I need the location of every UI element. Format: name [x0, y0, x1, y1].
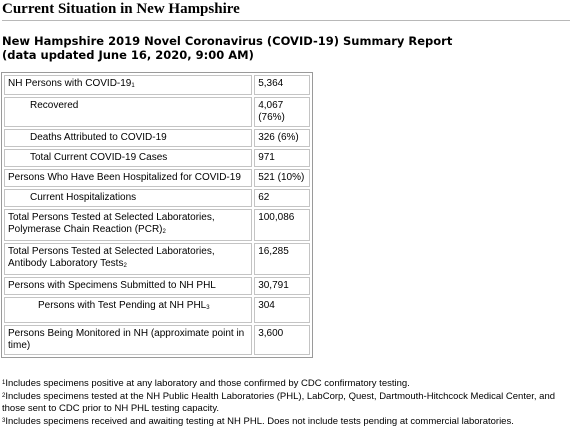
- row-value: 30,791: [254, 277, 310, 295]
- footnote-ref: 2: [123, 263, 127, 269]
- footnote-mark: 2: [2, 393, 6, 399]
- report-heading-date: (data updated June 16, 2020, 9:00 AM): [2, 48, 254, 62]
- row-value: 326 (6%): [254, 129, 310, 147]
- row-label: Recovered: [4, 97, 252, 127]
- row-value: 4,067 (76%): [254, 97, 310, 127]
- row-value: 3,600: [254, 325, 310, 355]
- report-heading: [2, 34, 452, 62]
- footnote-ref: 3: [206, 305, 210, 311]
- table-row-current-hospitalizations: [4, 189, 310, 207]
- footnote-mark: 3: [2, 418, 6, 424]
- row-value: 16,285: [254, 243, 310, 275]
- row-label: Persons with Specimens Submitted to NH PHL: [4, 277, 252, 295]
- row-label: Total Persons Tested at Selected Laboratories, Antibody Laboratory Tests2: [4, 243, 252, 275]
- row-value: 5,364: [254, 75, 310, 95]
- table-row-persons-with-covid: [4, 75, 310, 95]
- table-row-tested-antibody: [4, 243, 310, 275]
- row-value: 971: [254, 149, 310, 167]
- table-row-tested-pcr: [4, 209, 310, 241]
- row-label: Persons with Test Pending at NH PHL3: [4, 297, 252, 323]
- footnote-ref: 2: [162, 229, 166, 235]
- row-value: 304: [254, 297, 310, 323]
- table-row-current-cases: [4, 149, 310, 167]
- row-value: 62: [254, 189, 310, 207]
- row-label: Current Hospitalizations: [4, 189, 252, 207]
- row-label: Deaths Attributed to COVID-19: [4, 129, 252, 147]
- table-row-recovered: [4, 97, 310, 127]
- page-title: Current Situation in New Hampshire: [2, 1, 240, 17]
- title-divider: [2, 20, 570, 21]
- footnote-ref: 1: [131, 83, 135, 89]
- row-label: NH Persons with COVID-191: [4, 75, 252, 95]
- row-label: Persons Who Have Been Hospitalized for COVID-19: [4, 169, 252, 187]
- row-value: 521 (10%): [254, 169, 310, 187]
- footnotes: [2, 377, 572, 428]
- table-row-test-pending: [4, 297, 310, 323]
- summary-table: [1, 72, 313, 358]
- footnote-mark: 1: [2, 380, 6, 386]
- footnote-2: $^2$Includes specimens tested at the NH Public Health Laboratories (PHL), LabCorp, Quest, Dartmouth-Hitchcock Medical Center, and those sent to CDC prior to NH PHL testing capacity.: [2, 391, 556, 414]
- table-row-being-monitored: [4, 325, 310, 355]
- row-label: Persons Being Monitored in NH (approximate point in time): [4, 325, 252, 355]
- table-row-hospitalized: [4, 169, 310, 187]
- table-row-deaths: [4, 129, 310, 147]
- table-row-specimens-submitted: [4, 277, 310, 295]
- row-label: Total Current COVID-19 Cases: [4, 149, 252, 167]
- report-heading-title: New Hampshire 2019 Novel Coronavirus (COVID-19) Summary Report: [2, 34, 453, 48]
- footnote-3: $^3$Includes specimens received and awaiting testing at NH PHL. Does not include tests pending at commercial laboratories.: [2, 416, 514, 427]
- footnote-1: $^1$Includes specimens positive at any laboratory and those confirmed by CDC confirmatory testing.: [2, 378, 410, 389]
- row-label: Total Persons Tested at Selected Laboratories, Polymerase Chain Reaction (PCR)2: [4, 209, 252, 241]
- row-value: 100,086: [254, 209, 310, 241]
